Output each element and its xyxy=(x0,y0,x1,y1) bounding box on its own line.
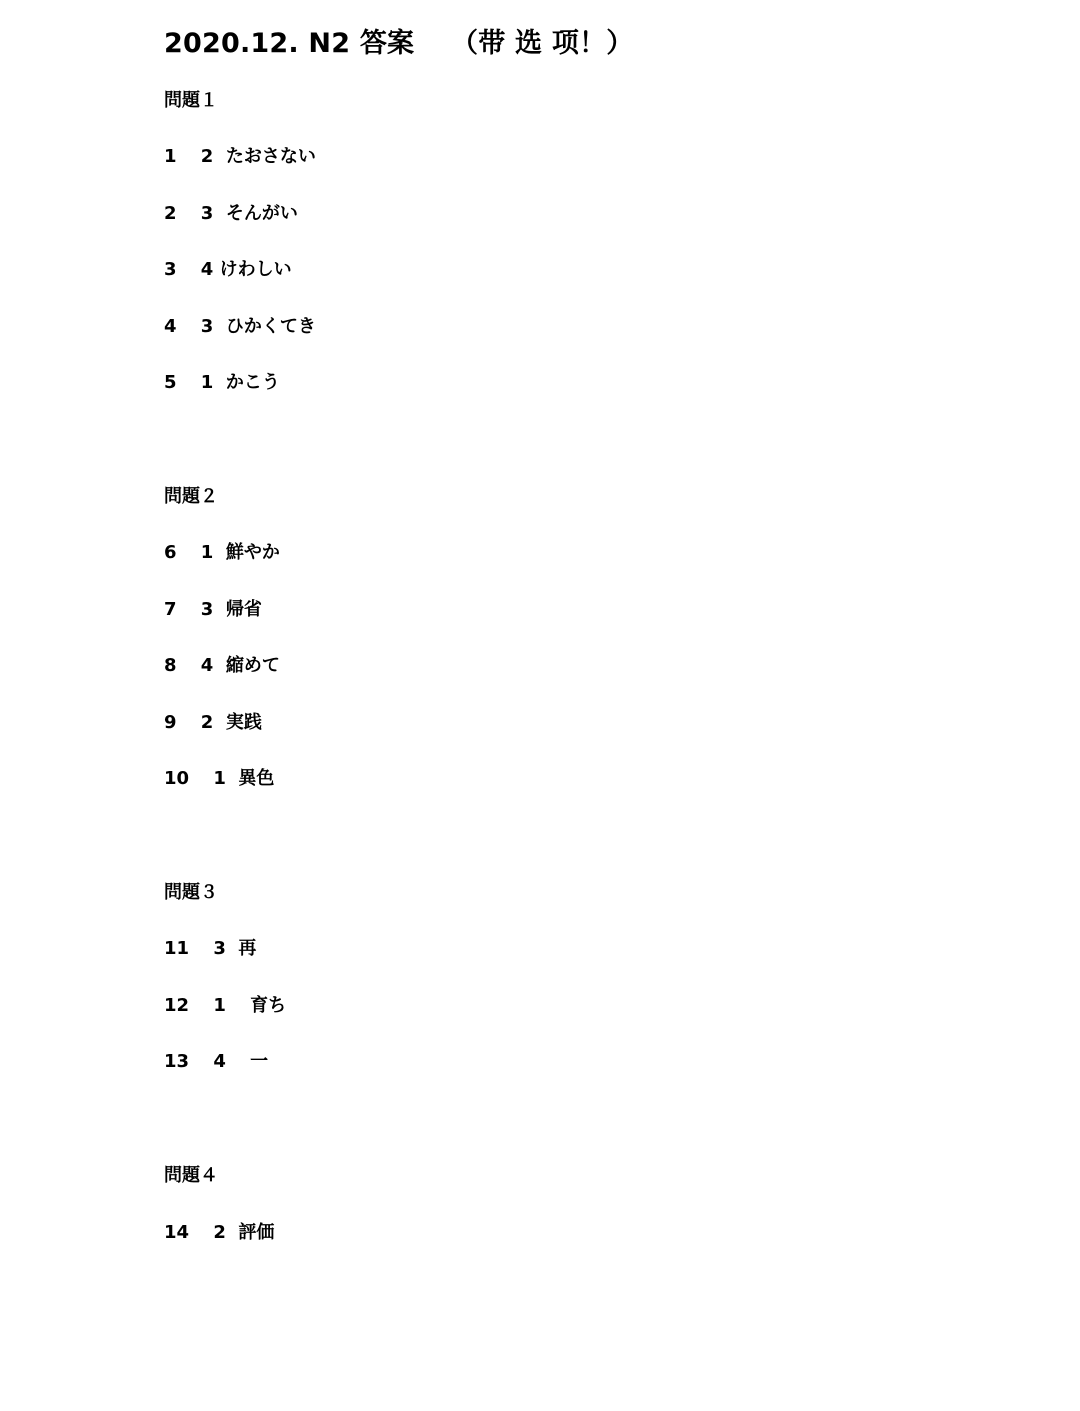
section-heading-2: 問題２ xyxy=(164,486,218,507)
section-heading-4: 問題４ xyxy=(164,1165,218,1186)
answer-item-8: 8 4 縮めて xyxy=(164,655,280,676)
answer-item-10: 10 1 異色 xyxy=(164,768,275,789)
answer-item-1: 1 2 たおさない xyxy=(164,146,316,167)
answer-item-6: 6 1 鮮やか xyxy=(164,542,280,563)
answer-item-2: 2 3 そんがい xyxy=(164,203,298,224)
section-heading-3: 問題３ xyxy=(164,882,218,903)
answer-item-13: 13 4 一 xyxy=(164,1051,269,1072)
section-heading-1: 問題１ xyxy=(164,90,218,111)
answer-document xyxy=(164,0,1044,1411)
answer-item-7: 7 3 帰省 xyxy=(164,599,262,620)
answer-item-14: 14 2 評価 xyxy=(164,1222,275,1243)
answer-item-9: 9 2 実践 xyxy=(164,712,262,733)
answer-item-5: 5 1 かこう xyxy=(164,372,280,393)
answer-item-11: 11 3 再 xyxy=(164,938,257,959)
document-title: 2020.12. N2 答案 （带 选 项！） xyxy=(164,28,634,59)
answer-item-12: 12 1 育ち xyxy=(164,995,287,1016)
answer-item-3: 3 4 けわしい xyxy=(164,259,292,280)
answer-item-4: 4 3 ひかくてき xyxy=(164,316,316,337)
